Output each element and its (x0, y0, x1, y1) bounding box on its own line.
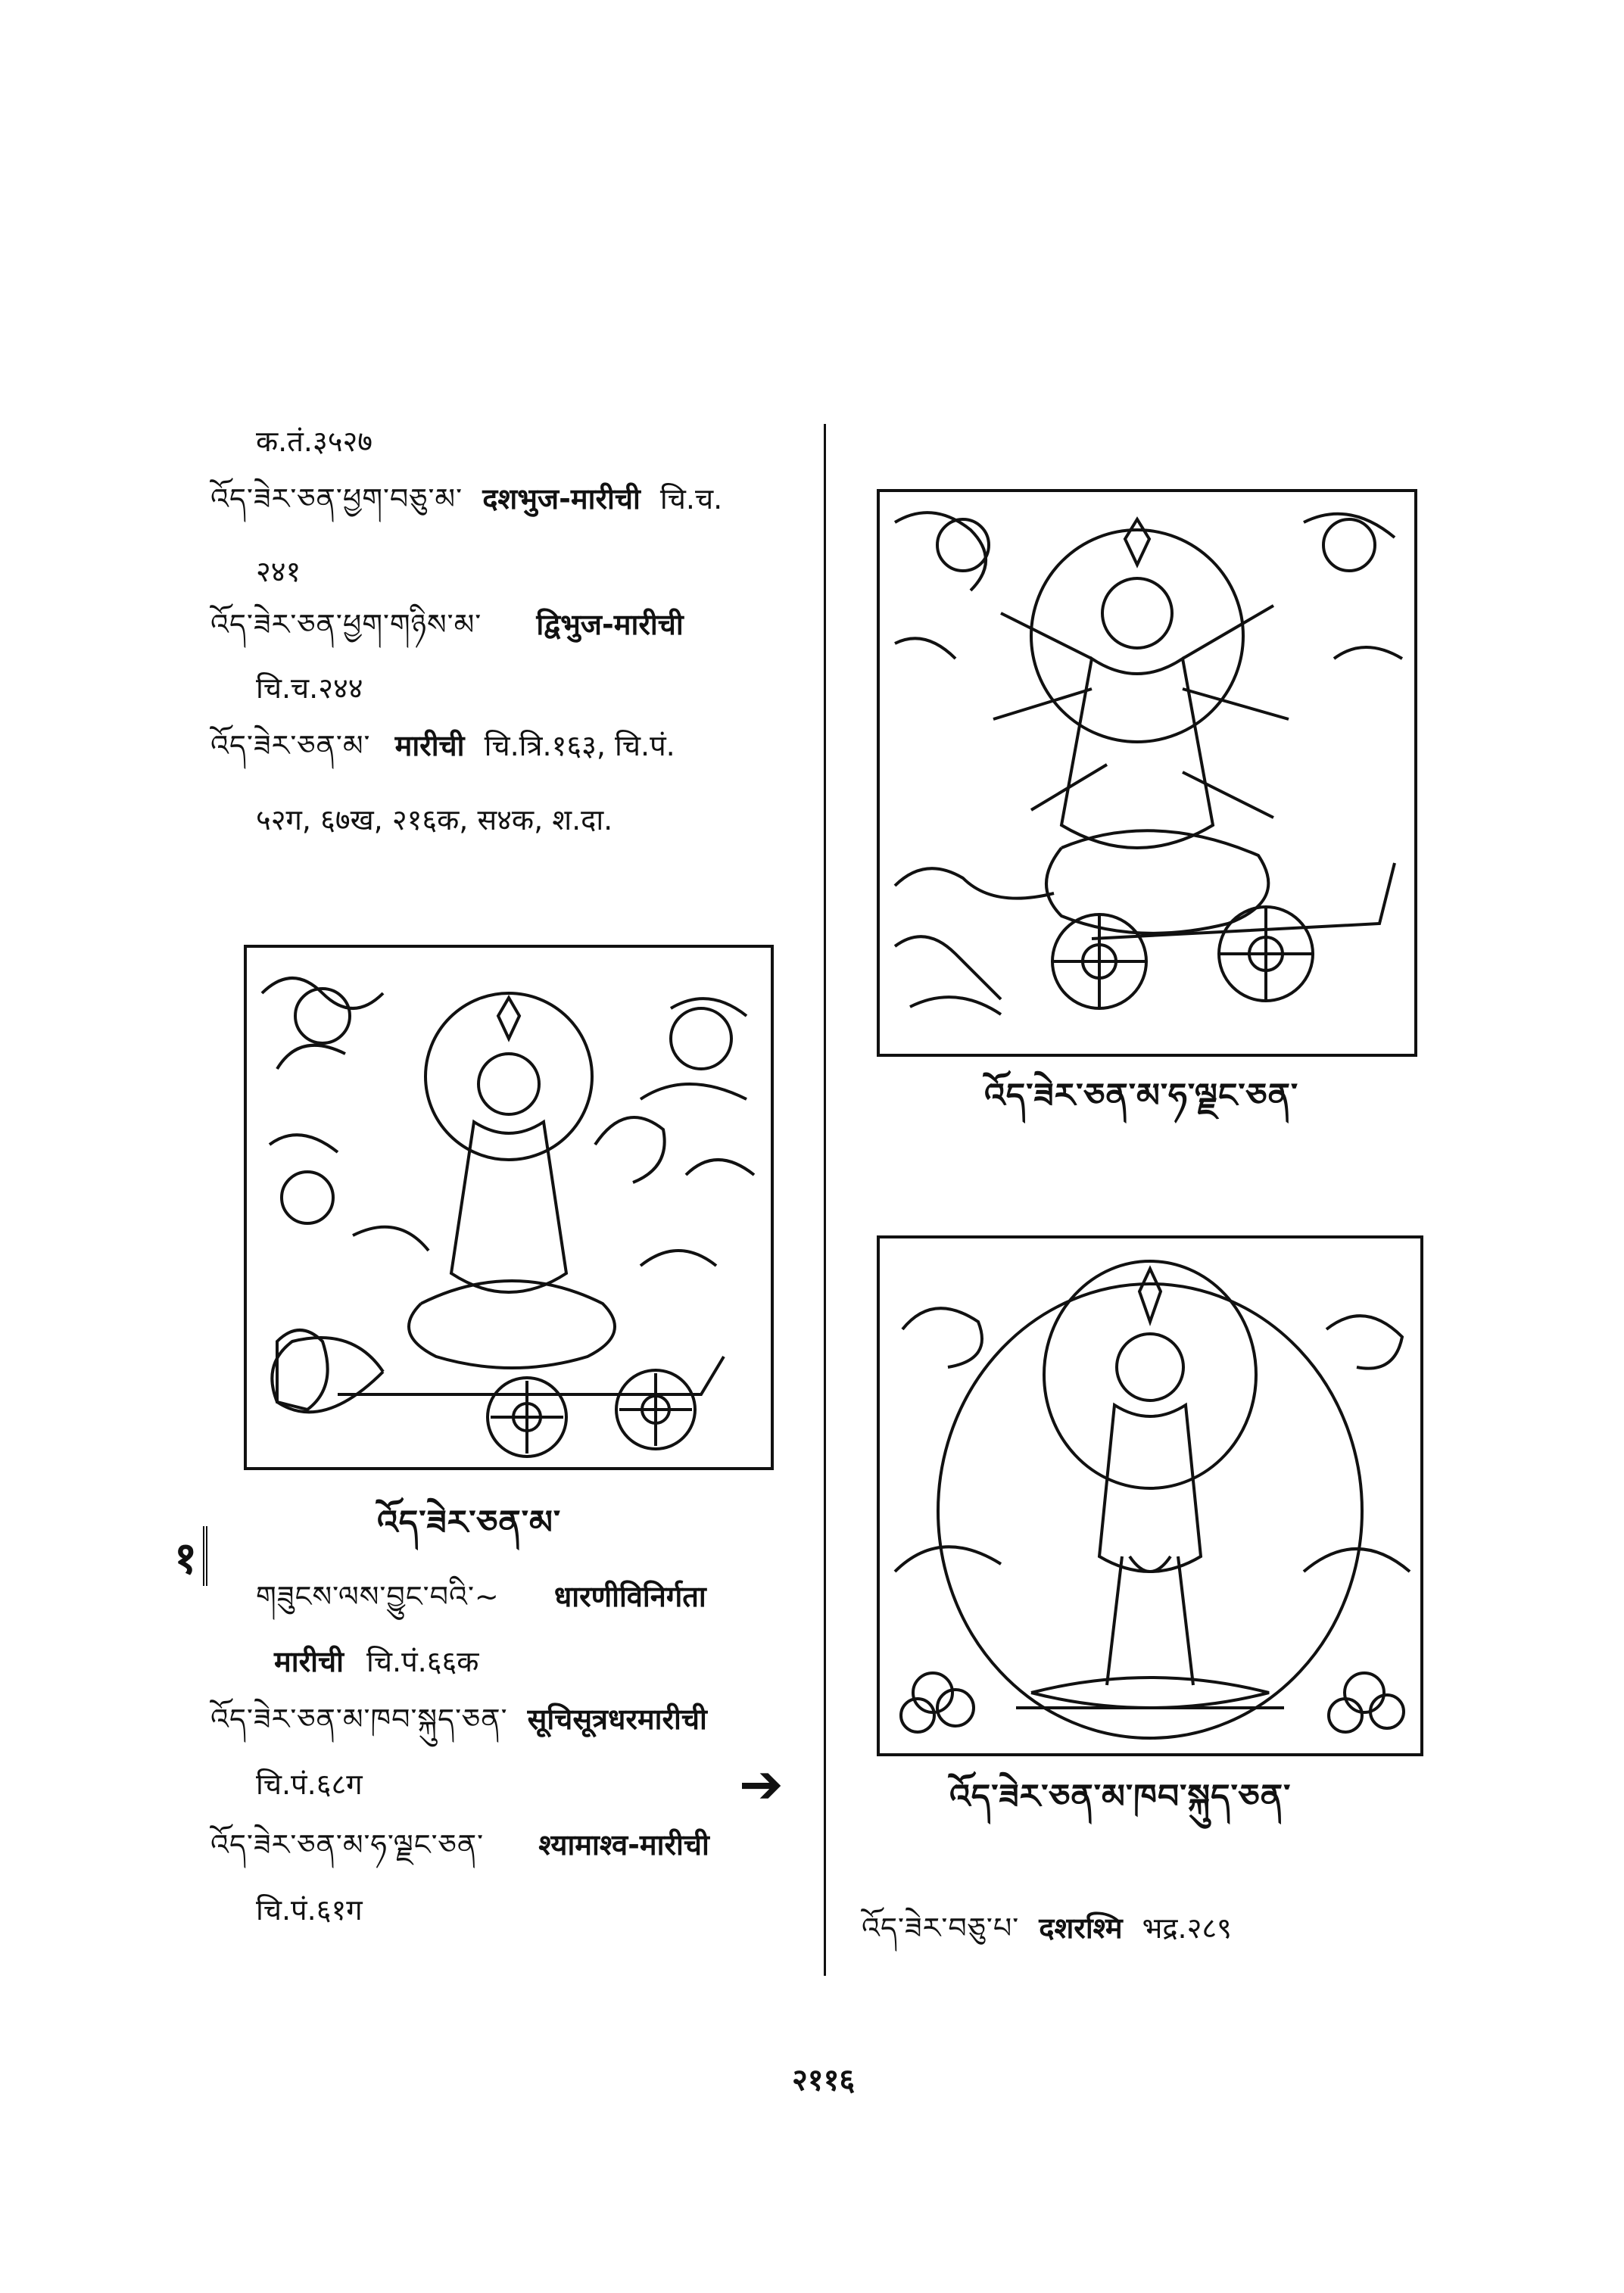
illustration-shyamashva-marichi (877, 489, 1417, 1057)
entry-dharani-line2 (274, 1644, 478, 1681)
entry-shyamashva (210, 1827, 709, 1864)
entry-suchisutradhara (210, 1702, 707, 1738)
entry-dashabhuja-ref-cont: २४१ (256, 555, 301, 588)
illustration-suchisutradhara-marichi (877, 1235, 1423, 1756)
arrow-right-icon: ➔ (739, 1753, 784, 1815)
tibetan-term: འོད་ཟེར་བཅུ་པ་ (862, 1911, 1020, 1945)
sanskrit-term: मारीची (274, 1645, 344, 1678)
tibetan-term: འོད་ཟེར་ཅན་ཕྱག་གཉིས་མ་ (210, 608, 482, 641)
sanskrit-term: श्यामाश्व-मारीची (538, 1828, 709, 1862)
sanskrit-term: दशरश्मि (1039, 1911, 1123, 1945)
entry-dvibhuja-ref-cont: चि.च.२४४ (256, 671, 363, 705)
marichi-chariot-drawing (247, 948, 771, 1467)
entry-dharani-nirgata (256, 1579, 706, 1615)
column-divider (824, 424, 826, 1976)
illustration-marichi (244, 945, 774, 1470)
tibetan-term: འོད་ཟེར་ཅན་མ་ཁབ་སྐུད་ཅན་ (210, 1703, 508, 1736)
reference: चि.पं.६६क (366, 1645, 479, 1678)
tibetan-term: འོད་ཟེར་ཅན་མ་ཧ་ལྗང་ཅན་ (210, 1828, 485, 1862)
sanskrit-term: दशभुज-मारीची (482, 482, 641, 516)
entry-marichi (210, 728, 675, 765)
tibetan-term: གཟུངས་ལས་བྱུང་བའི་~ (256, 1580, 500, 1613)
entry-dvibhuja-marichi (210, 607, 684, 643)
page-number: २११६ (792, 2063, 856, 2098)
entry-shyamashva-ref: चि.पं.६१ग (256, 1893, 363, 1927)
entry-suchisutradhara-ref: चि.पं.६८ग (256, 1768, 363, 1801)
caption-shyamashva-marichi: འོད་ཟེར་ཅན་མ་ཧ་ལྗང་ཅན་ (984, 1076, 1299, 1115)
reference: चि.च. (659, 482, 723, 516)
ref-top: क.तं.३५२७ (256, 425, 373, 458)
standing-marichi-drawing (880, 1238, 1420, 1753)
sanskrit-term: सूचिसूत्रधरमारीची (527, 1703, 707, 1736)
tibetan-term: འོད་ཟེར་ཅན་མ་ (210, 729, 371, 762)
caption-marichi: འོད་ཟེར་ཅན་མ་ (377, 1503, 562, 1542)
sanskrit-term: द्विभुज-मारीची (536, 608, 684, 641)
caption-suchisutradhara-marichi: འོད་ཟེར་ཅན་མ་ཁབ་སྐུད་ཅན་ (949, 1777, 1292, 1816)
reference: चि.त्रि.१६३, चि.पं. (484, 729, 675, 762)
shyamashva-chariot-drawing (880, 492, 1414, 1054)
margin-mark: १ (174, 1526, 207, 1586)
entry-dashabhuja-marichi (210, 481, 722, 518)
reference: भद्र.२८९ (1142, 1911, 1232, 1945)
entry-dasharashmi (862, 1911, 1232, 1947)
entry-marichi-ref-cont: ५२ग, ६७ख, २१६क, स४क, श.दा. (256, 803, 613, 837)
sanskrit-term: मारीची (394, 729, 465, 762)
tibetan-term: འོད་ཟེར་ཅན་ཕྱག་བཅུ་མ་ (210, 482, 463, 516)
sanskrit-term: धारणीविनिर्गता (553, 1580, 706, 1613)
